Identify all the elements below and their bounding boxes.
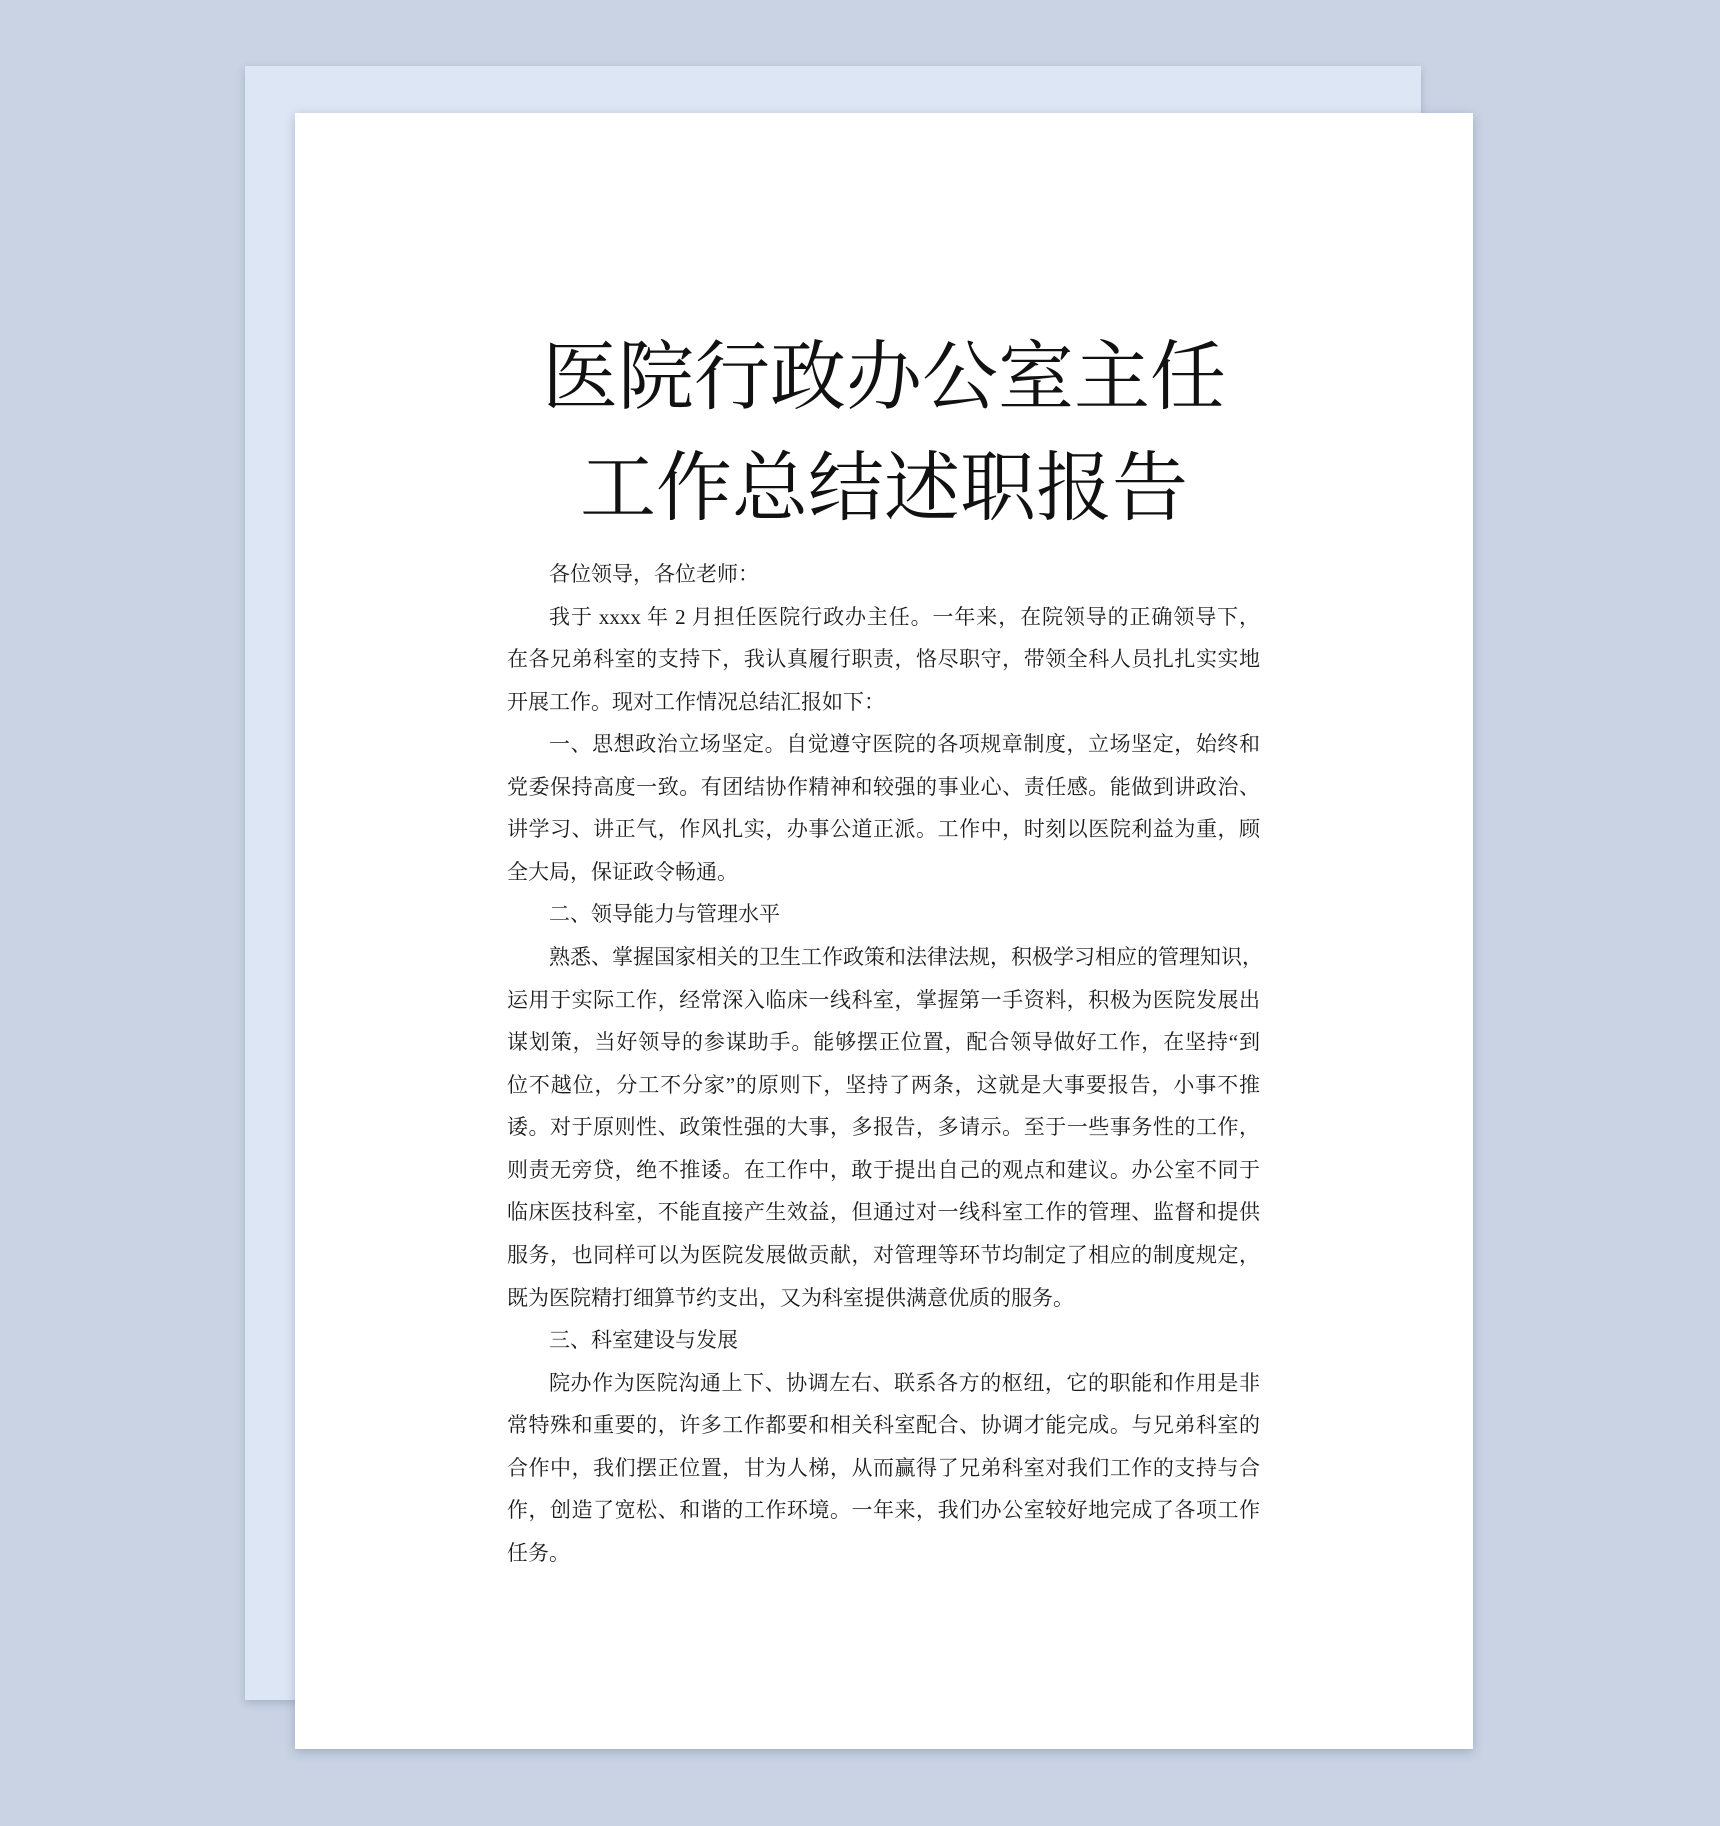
body-text-line: 诿。对于原则性、政策性强的大事，多报告，多请示。至于一些事务性的工作， <box>507 1115 1260 1140</box>
body-text-line: 位不越位，分工不分家”的原则下，坚持了两条，这就是大事要报告，小事不推 <box>507 1072 1260 1097</box>
body-text-line: 作，创造了宽松、和谐的工作环境。一年来，我们办公室较好地完成了各项工作 <box>507 1498 1260 1523</box>
document-page <box>295 113 1473 1749</box>
document-title-line-2: 工作总结述职报告 <box>580 447 1188 531</box>
body-text-line: 在各兄弟科室的支持下，我认真履行职责，恪尽职守，带领全科人员扎扎实实地 <box>507 647 1260 672</box>
body-text-line: 全大局，保证政令畅通。 <box>507 859 738 884</box>
body-text-line: 任务。 <box>507 1540 570 1565</box>
body-text-line: 讲学习、讲正气，作风扎实，办事公道正派。工作中，时刻以医院利益为重，顾 <box>507 817 1260 842</box>
body-text-line: 熟悉、掌握国家相关的卫生工作政策和法律法规，积极学习相应的管理知识， <box>549 945 1263 970</box>
body-text-line: 一、思想政治立场坚定。自觉遵守医院的各项规章制度，立场坚定，始终和 <box>549 732 1260 757</box>
body-text-line: 既为医院精打细算节约支出，又为科室提供满意优质的服务。 <box>507 1285 1074 1310</box>
body-text-line: 三、科室建设与发展 <box>549 1328 738 1353</box>
body-text-line: 谋划策，当好领导的参谋助手。能够摆正位置，配合领导做好工作，在坚持“到 <box>507 1030 1260 1055</box>
body-text-line: 则责无旁贷，绝不推诿。在工作中，敢于提出自己的观点和建议。办公室不同于 <box>507 1157 1260 1182</box>
body-text-line: 常特殊和重要的，许多工作都要和相关科室配合、协调才能完成。与兄弟科室的 <box>507 1413 1260 1438</box>
body-text-line: 党委保持高度一致。有团结协作精神和较强的事业心、责任感。能做到讲政治、 <box>507 774 1260 799</box>
body-text-line: 服务，也同样可以为医院发展做贡献，对管理等环节均制定了相应的制度规定， <box>507 1242 1260 1267</box>
document-title-line-1: 医院行政办公室主任 <box>542 336 1226 420</box>
body-text-line: 临床医技科室，不能直接产生效益，但通过对一线科室工作的管理、监督和提供 <box>507 1200 1260 1225</box>
body-text-line: 开展工作。现对工作情况总结汇报如下： <box>507 689 885 714</box>
body-text-line: 各位领导，各位老师： <box>549 562 759 586</box>
body-text-line: 院办作为医院沟通上下、协调左右、联系各方的枢纽，它的职能和作用是非 <box>549 1370 1260 1395</box>
body-text-line: 合作中，我们摆正位置，甘为人梯，从而赢得了兄弟科室对我们工作的支持与合 <box>507 1455 1260 1480</box>
body-text-line: 我于 xxxx 年 2 月担任医院行政办主任。一年来，在院领导的正确领导下， <box>549 604 1260 629</box>
body-text-line: 二、领导能力与管理水平 <box>549 902 780 927</box>
body-text-line: 运用于实际工作，经常深入临床一线科室，掌握第一手资料，积极为医院发展出 <box>507 987 1260 1012</box>
